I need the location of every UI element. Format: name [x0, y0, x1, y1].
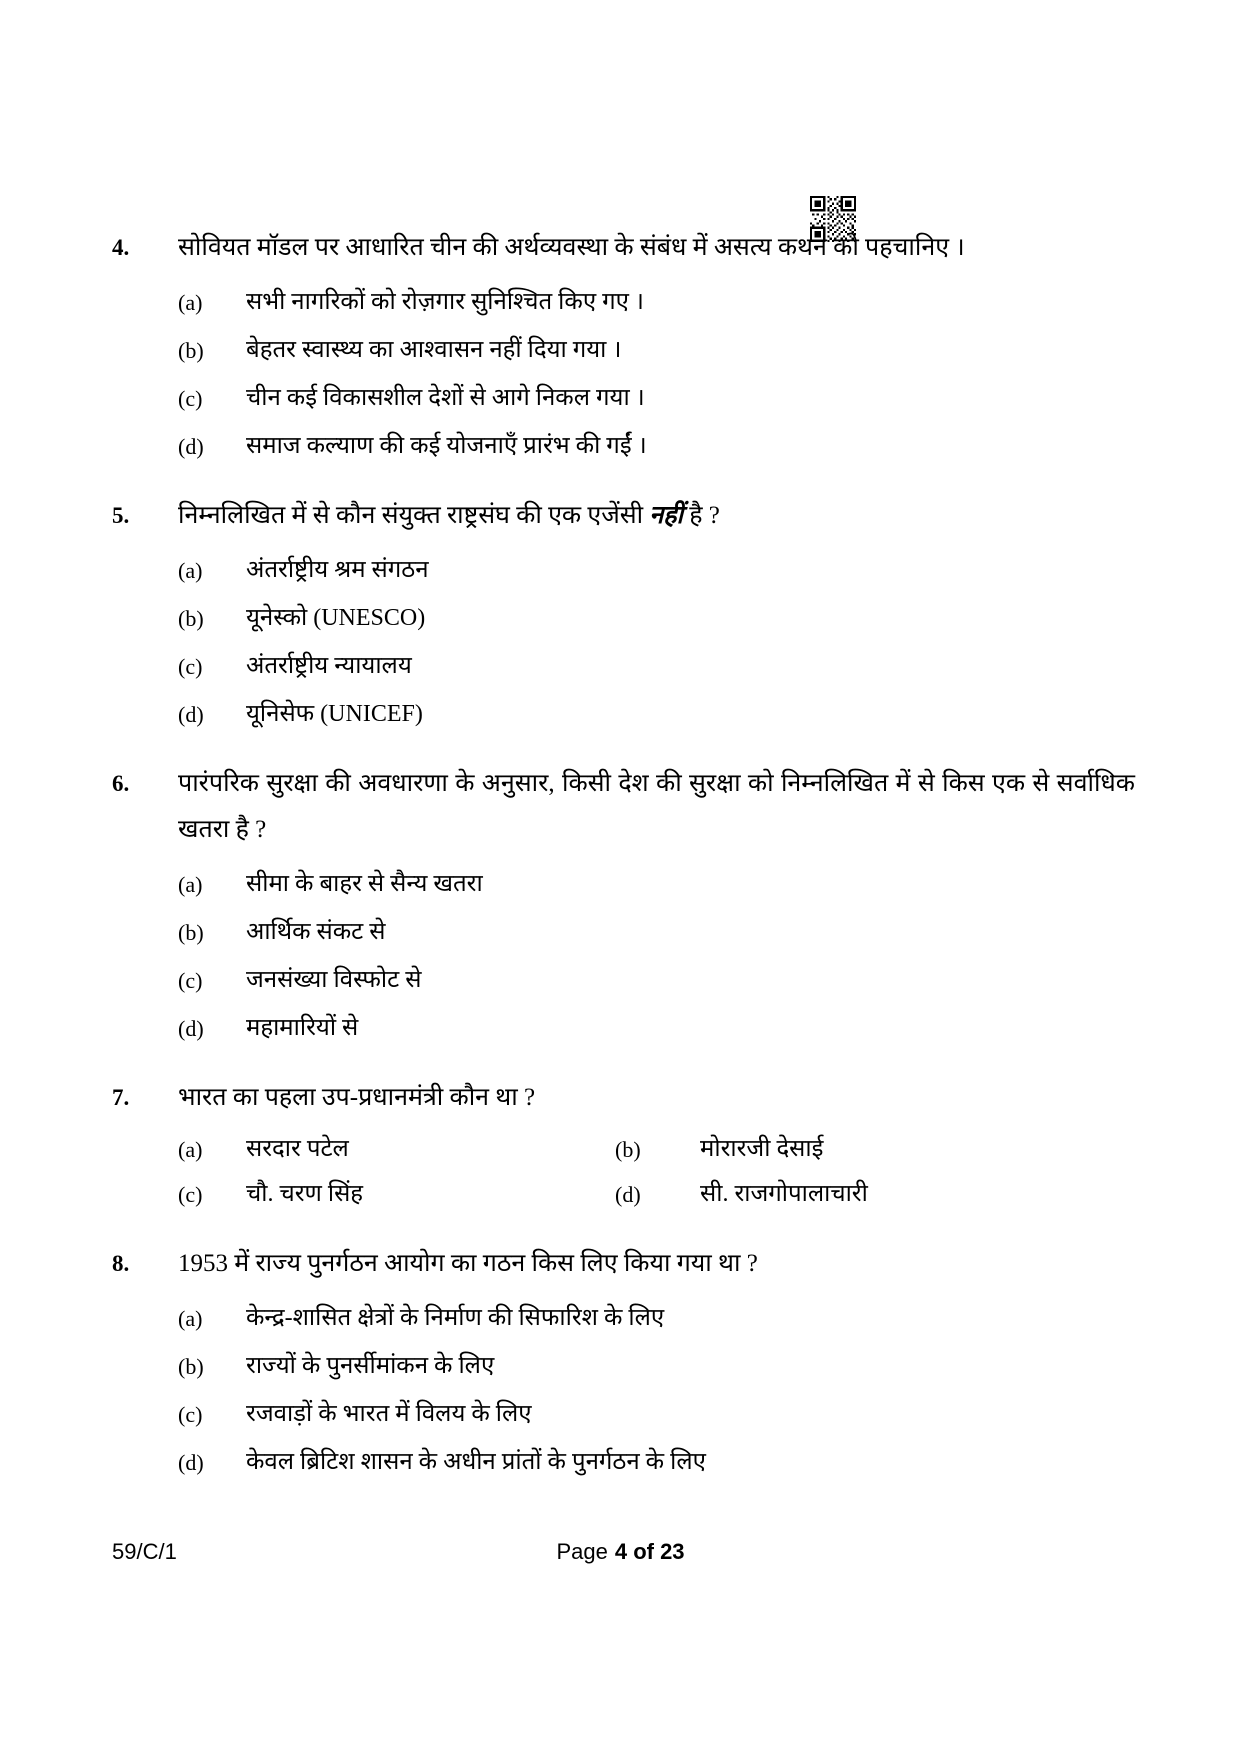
option-letter: (c)	[178, 654, 203, 679]
option-letter: (a)	[178, 872, 203, 897]
option-letter: (d)	[178, 1450, 204, 1475]
option-text: मोरारजी देसाई	[700, 1136, 824, 1162]
question-8-text	[178, 1241, 1135, 1287]
question-6-head	[112, 761, 1135, 853]
option-text: आर्थिक संकट से	[246, 919, 386, 945]
option-text: चीन कई विकासशील देशों से आगे निकल गया ।	[246, 385, 645, 411]
question-4-option-b	[112, 334, 1135, 367]
question-6	[112, 761, 1135, 1045]
option-text: जनसंख्या विस्फोट से	[246, 967, 422, 993]
question-5-number: 5.	[112, 503, 130, 528]
page-number: 4 of 23	[614, 1539, 685, 1564]
question-5-option-a	[112, 554, 1135, 587]
question-4-option-a	[112, 286, 1135, 319]
question-6-option-a	[112, 868, 1135, 901]
option-text: महामारियों से	[246, 1015, 359, 1041]
option-letter: (b)	[178, 1354, 204, 1379]
question-5	[112, 493, 1135, 731]
questions-area	[112, 225, 1135, 1479]
option-text: सीमा के बाहर से सैन्य खतरा	[246, 871, 483, 897]
question-5-option-b	[112, 602, 1135, 635]
question-7-number: 7.	[112, 1085, 130, 1110]
question-4-options	[112, 286, 1135, 463]
question-4-option-d	[112, 430, 1135, 463]
question-7-text	[178, 1075, 1135, 1121]
option-text: सभी नागरिकों को रोज़गार सुनिश्चित किए गए ।	[246, 289, 644, 315]
question-5-text-part: निम्नलिखित में से कौन संयुक्त राष्ट्रसंघ की एक एजेंसी	[178, 502, 650, 529]
question-6-option-b	[112, 916, 1135, 949]
question-7	[112, 1075, 1135, 1211]
page-indicator	[0, 1539, 1241, 1565]
question-7-option-c	[112, 1178, 615, 1211]
option-letter: (d)	[178, 434, 204, 459]
option-text: केन्द्र-शासित क्षेत्रों के निर्माण की सिफारिश के लिए	[246, 1305, 665, 1331]
question-7-options	[112, 1133, 1135, 1211]
question-8-text-part: 1953 में राज्य पुनर्गठन आयोग का गठन किस लिए किया गया था ?	[178, 1250, 758, 1277]
question-4-option-c	[112, 382, 1135, 415]
question-8-options	[112, 1302, 1135, 1479]
option-letter: (a)	[178, 1137, 203, 1162]
question-8-option-a	[112, 1302, 1135, 1335]
question-6-text	[178, 761, 1135, 853]
question-8-option-d	[112, 1446, 1135, 1479]
option-letter: (b)	[178, 338, 204, 363]
question-7-option-a	[112, 1133, 615, 1166]
option-letter: (a)	[178, 290, 203, 315]
question-5-options	[112, 554, 1135, 731]
question-8-number: 8.	[112, 1251, 130, 1276]
option-letter: (d)	[178, 702, 204, 727]
option-text: चौ. चरण सिंह	[246, 1181, 364, 1207]
option-letter: (c)	[178, 968, 203, 993]
question-8-option-c	[112, 1398, 1135, 1431]
option-text: सरदार पटेल	[246, 1136, 349, 1162]
question-6-option-c	[112, 964, 1135, 997]
option-letter: (b)	[178, 920, 204, 945]
question-6-text-part: पारंपरिक सुरक्षा की अवधारणा के अनुसार, किसी देश की सुरक्षा को निम्नलिखित में से किस एक से सर्वाधिक खतरा है ?	[178, 770, 1135, 843]
question-5-text	[178, 493, 1135, 539]
option-letter: (b)	[178, 606, 204, 631]
option-text: समाज कल्याण की कई योजनाएँ प्रारंभ की गईं ।	[246, 433, 647, 459]
question-8-option-b	[112, 1350, 1135, 1383]
option-text: बेहतर स्वास्थ्य का आश्वासन नहीं दिया गया ।	[246, 337, 622, 363]
question-4	[112, 225, 1135, 463]
question-8-head	[112, 1241, 1135, 1287]
option-text: केवल ब्रिटिश शासन के अधीन प्रांतों के पुनर्गठन के लिए	[246, 1449, 706, 1475]
question-5-text-emphasis: नहीं	[649, 502, 684, 529]
question-7-option-d	[615, 1178, 1135, 1211]
question-5-option-d	[112, 698, 1135, 731]
question-5-option-c	[112, 650, 1135, 683]
option-letter: (d)	[615, 1182, 641, 1207]
question-7-options-row-1	[112, 1133, 1135, 1166]
option-letter: (d)	[178, 1016, 204, 1041]
question-7-text-part: भारत का पहला उप-प्रधानमंत्री कौन था ?	[178, 1084, 536, 1111]
question-6-options	[112, 868, 1135, 1045]
question-7-options-row-2	[112, 1178, 1135, 1211]
option-text: यूनिसेफ (UNICEF)	[246, 701, 423, 727]
question-4-head	[112, 225, 1135, 271]
option-letter: (c)	[178, 1182, 203, 1207]
option-letter: (b)	[615, 1137, 641, 1162]
page-label: Page	[556, 1539, 608, 1564]
option-text: रजवाड़ों के भारत में विलय के लिए	[246, 1401, 532, 1427]
question-5-head	[112, 493, 1135, 539]
question-8	[112, 1241, 1135, 1479]
option-text: राज्यों के पुनर्सीमांकन के लिए	[246, 1353, 495, 1379]
option-text: अंतर्राष्ट्रीय श्रम संगठन	[246, 557, 429, 583]
question-5-text-part: है ?	[683, 502, 720, 529]
option-letter: (c)	[178, 386, 203, 411]
question-6-number: 6.	[112, 771, 130, 796]
option-text: सी. राजगोपालाचारी	[700, 1181, 868, 1207]
paper-code: 59/C/1	[112, 1539, 177, 1564]
question-6-option-d	[112, 1012, 1135, 1045]
option-text: अंतर्राष्ट्रीय न्यायालय	[246, 653, 412, 679]
question-7-option-b	[615, 1133, 1135, 1166]
question-4-text-part: सोवियत मॉडल पर आधारित चीन की अर्थव्यवस्था के संबंध में असत्य कथन को पहचानिए ।	[178, 234, 965, 261]
option-text: यूनेस्को (UNESCO)	[246, 605, 426, 631]
question-4-text	[178, 225, 1135, 271]
page-footer	[0, 1537, 1241, 1573]
option-letter: (a)	[178, 1306, 203, 1331]
option-letter: (a)	[178, 558, 203, 583]
question-4-number: 4.	[112, 235, 130, 260]
option-letter: (c)	[178, 1402, 203, 1427]
question-7-head	[112, 1075, 1135, 1121]
